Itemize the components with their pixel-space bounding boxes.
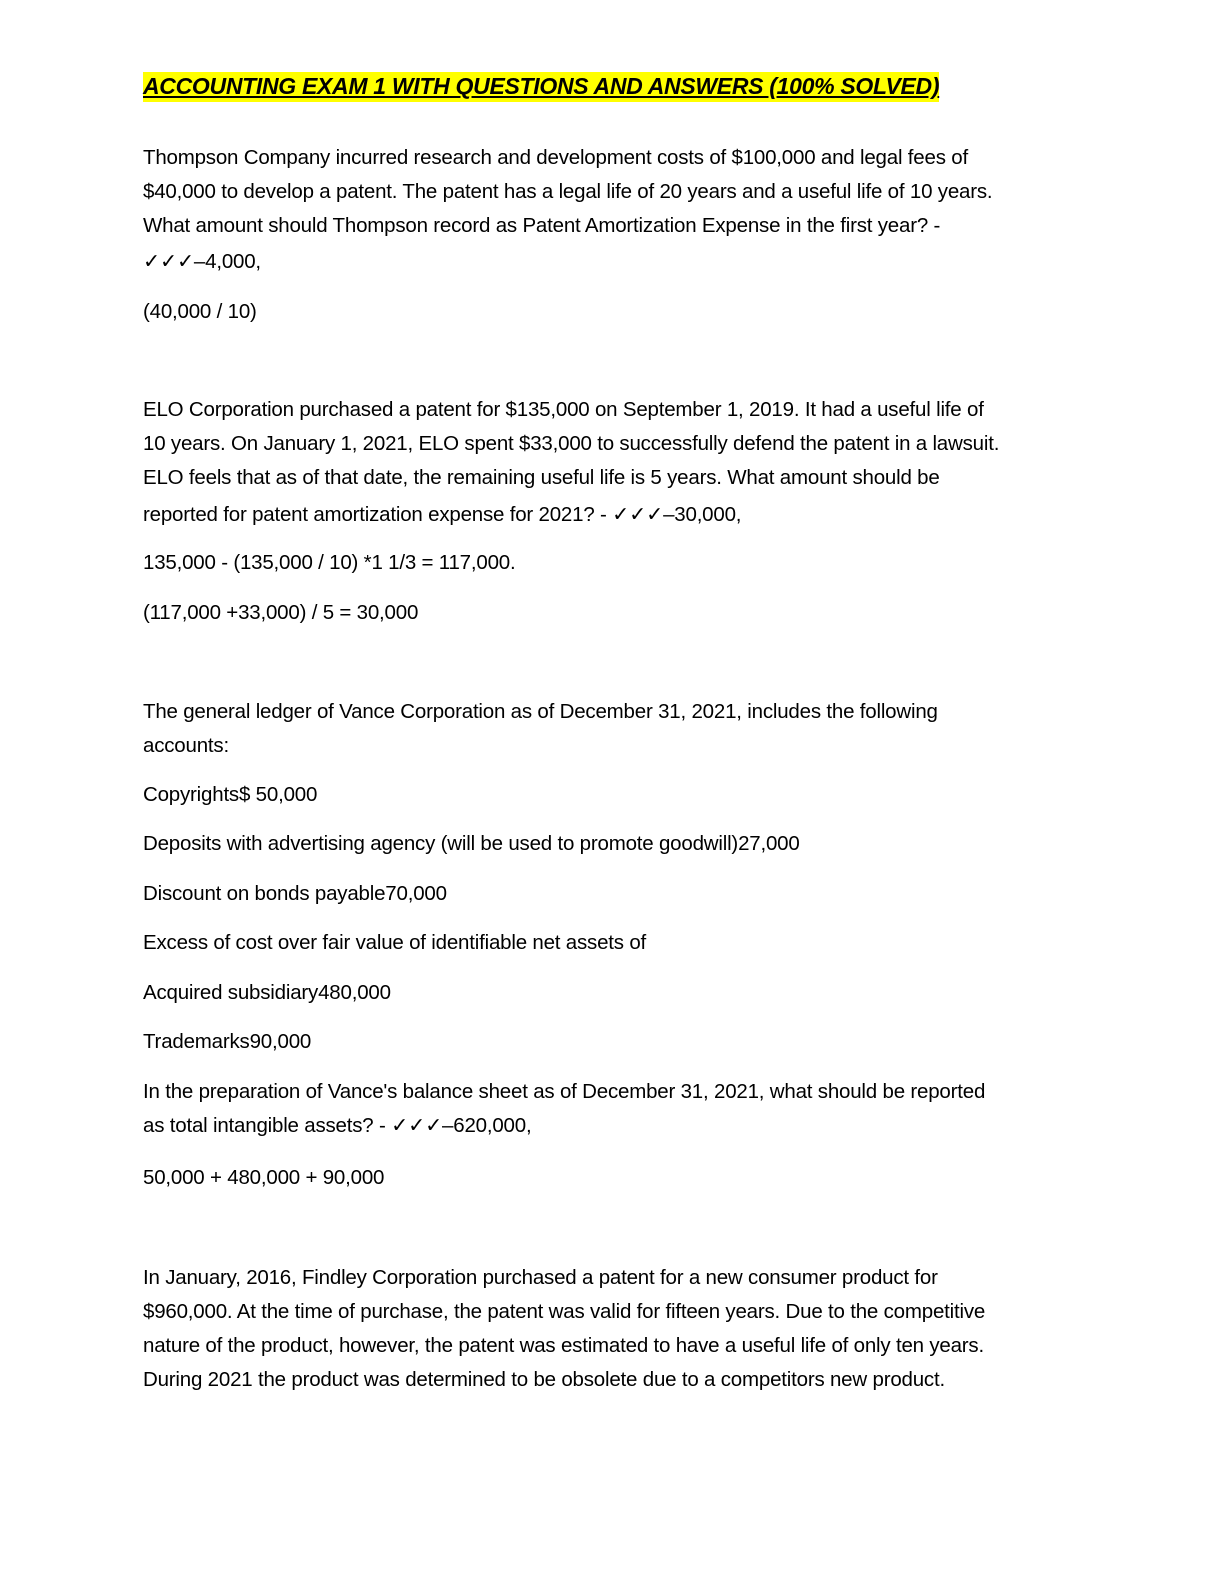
work-line: (40,000 / 10) — [143, 300, 257, 323]
question-4 — [143, 1261, 1083, 1397]
account-line — [143, 976, 1083, 1010]
account-line — [143, 1025, 1083, 1059]
answer-1-work — [143, 295, 1083, 329]
question-line: ELO feels that as of that date, the remaining useful life is 5 years. What amount should be — [143, 466, 940, 489]
question-line: $40,000 to develop a patent. The patent has a legal life of 20 years and a useful life of 10 years. — [143, 180, 993, 203]
work-line: (117,000 +33,000) / 5 = 30,000 — [143, 601, 419, 624]
account-text: Acquired subsidiary480,000 — [143, 981, 391, 1004]
question-line: The general ledger of Vance Corporation as of December 31, 2021, includes the following — [143, 700, 938, 723]
question-line: In January, 2016, Findley Corporation purchased a patent for a new consumer product for — [143, 1266, 938, 1289]
question-line: accounts: — [143, 734, 229, 757]
answer-2-work-1 — [143, 546, 1083, 580]
account-text: Excess of cost over fair value of identifiable net assets of — [143, 931, 647, 954]
answer-line: reported for patent amortization expense for 2021? - ✓✓✓–30,000, — [143, 503, 742, 526]
account-text: Deposits with advertising agency (will be used to promote goodwill)27,000 — [143, 832, 800, 855]
question-1 — [143, 141, 1083, 281]
question-line: ELO Corporation purchased a patent for $135,000 on September 1, 2019. It had a useful life of — [143, 398, 984, 421]
title-highlight: ACCOUNTING EXAM 1 WITH QUESTIONS AND ANSWERS (100% SOLVED) — [143, 72, 939, 102]
work-line: 135,000 - (135,000 / 10) *1 1/3 = 117,000. — [143, 551, 516, 574]
question-3 — [143, 695, 1083, 763]
question-line: $960,000. At the time of purchase, the patent was valid for fifteen years. Due to the competitive — [143, 1300, 986, 1323]
question-line: nature of the product, however, the patent was estimated to have a useful life of only ten years. — [143, 1334, 984, 1357]
account-text: Discount on bonds payable70,000 — [143, 882, 447, 905]
answer-line: as total intangible assets? - ✓✓✓–620,000, — [143, 1114, 532, 1137]
account-line — [143, 877, 1083, 911]
answer-3-work — [143, 1161, 1083, 1195]
question-line: 10 years. On January 1, 2021, ELO spent $33,000 to successfully defend the patent in a lawsuit. — [143, 432, 1000, 455]
question-3-prompt — [143, 1075, 1083, 1143]
account-line — [143, 926, 1083, 960]
work-line: 50,000 + 480,000 + 90,000 — [143, 1166, 385, 1189]
question-line: Thompson Company incurred research and development costs of $100,000 and legal fees of — [143, 146, 968, 169]
account-text: Copyrights$ 50,000 — [143, 783, 318, 806]
question-2 — [143, 393, 1083, 535]
account-line — [143, 827, 1083, 861]
account-text: Trademarks90,000 — [143, 1030, 312, 1053]
page-title — [143, 73, 939, 100]
question-line: What amount should Thompson record as Patent Amortization Expense in the first year? - — [143, 214, 941, 237]
answer-2-work-2 — [143, 596, 1083, 630]
question-line: In the preparation of Vance's balance sheet as of December 31, 2021, what should be reported — [143, 1080, 986, 1103]
answer-line: ✓✓✓–4,000, — [143, 250, 261, 273]
question-line: During 2021 the product was determined to be obsolete due to a competitors new product. — [143, 1368, 945, 1391]
account-line — [143, 778, 1083, 812]
